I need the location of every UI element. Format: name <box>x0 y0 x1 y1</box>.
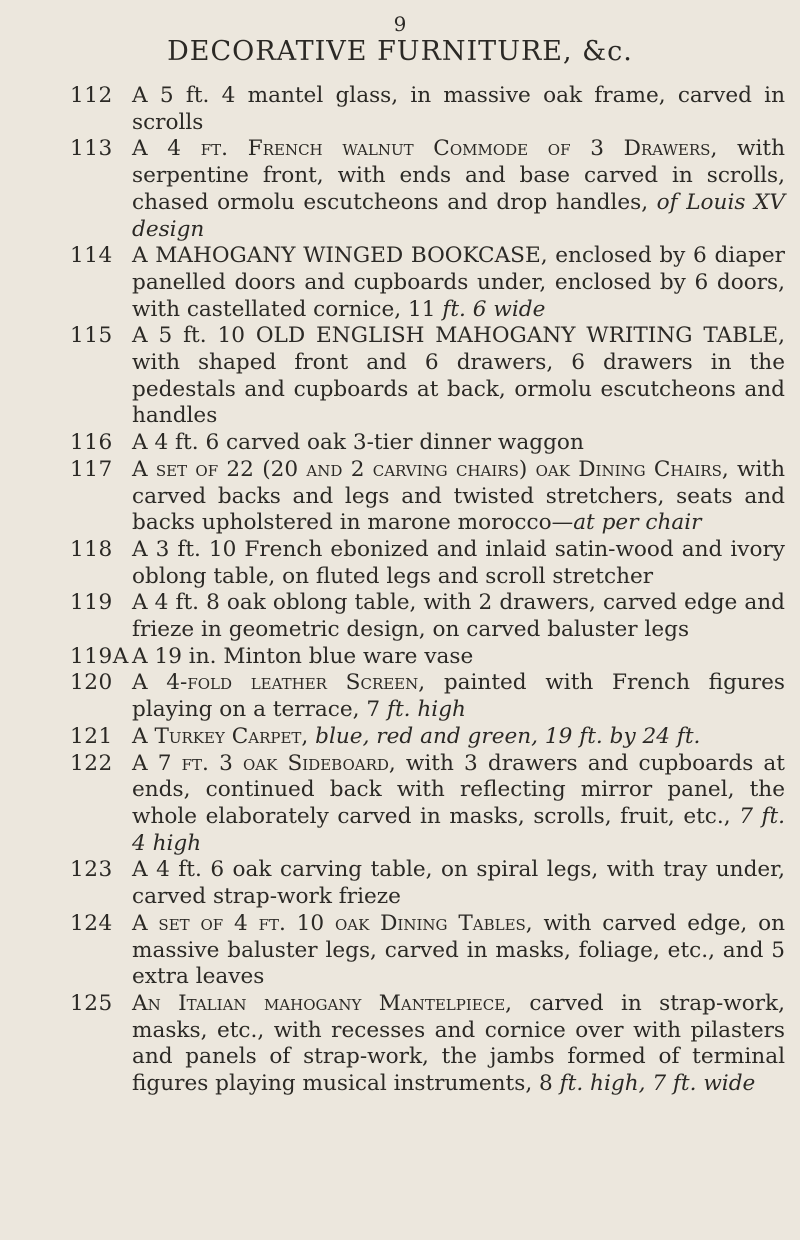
lot-description <box>132 243 785 323</box>
lot-entry <box>70 724 785 751</box>
lot-entry <box>70 911 785 991</box>
lot-italic-note: blue, red and green, 19 ft. by 24 ft. <box>315 723 701 749</box>
lot-description <box>132 136 785 243</box>
lot-entry <box>70 83 785 136</box>
lot-number: 118 <box>70 536 113 562</box>
lot-number: 116 <box>70 430 113 456</box>
lot-entry <box>70 991 785 1098</box>
lot-number: 123 <box>70 857 113 883</box>
lot-lead: A 7 ft. 3 oak Sideboard, <box>132 750 396 776</box>
section-heading: DECORATIVE FURNITURE, &c. <box>167 36 633 67</box>
lot-italic-note: ft. 6 wide <box>442 296 546 322</box>
lot-description <box>132 537 785 590</box>
lot-description <box>132 457 785 537</box>
lot-body: with 3 drawers and cupboards at ends, continued back with reflecting mirror panel, the whole elaborately carved in masks, scrolls, fruit, etc., <box>132 750 785 829</box>
lot-number: 119 <box>70 590 113 616</box>
lot-body: A 3 ft. 10 French ebonized and inlaid satin-wood and ivory oblong table, on fluted legs and scroll stretcher <box>132 536 785 589</box>
lot-description <box>132 724 785 751</box>
lot-number: 121 <box>70 723 113 749</box>
lot-body: A 4 ft. 6 oak carving table, on spiral legs, with tray under, carved strap-work frieze <box>132 857 785 910</box>
lot-number: 112 <box>70 83 113 108</box>
lot-number: 117 <box>70 456 113 482</box>
lot-italic-note: at per chair <box>573 510 702 536</box>
lot-body: with serpentine front, with ends and base carved in scrolls, chased ormolu escutcheons and drop handles, <box>132 136 785 215</box>
lot-body: A 5 ft. 4 mantel glass, in massive oak frame, carved in scrolls <box>132 83 785 135</box>
lot-entry <box>70 457 785 537</box>
lot-italic-note: ft. high <box>387 697 466 723</box>
lot-lead: A set of 22 (20 and 2 carving chairs) oak Dining Chairs, <box>132 456 729 482</box>
lot-body: A 4 ft. 6 carved oak 3-tier dinner waggon <box>132 430 584 456</box>
lot-list <box>70 83 785 1098</box>
lot-number: 119A <box>70 643 129 669</box>
lot-description <box>132 670 785 723</box>
lot-number: 125 <box>70 990 113 1016</box>
lot-italic-note: ft. high, 7 ft. wide <box>559 1071 756 1097</box>
lot-body: with carved backs and legs and twisted stretchers, seats and backs upholstered in marone morocco— <box>132 456 785 536</box>
lot-entry <box>70 644 785 671</box>
lot-number: 113 <box>70 136 113 162</box>
lot-number: 124 <box>70 910 113 936</box>
lot-number: 120 <box>70 670 113 696</box>
lot-entry <box>70 857 785 910</box>
lot-number: 115 <box>70 323 113 349</box>
lot-lead: A 4 ft. French walnut Commode of 3 Drawers, <box>132 136 718 162</box>
lot-body: A 4 ft. 8 oak oblong table, with 2 drawers, carved edge and frieze in geometric design, on carved baluster legs <box>132 590 785 643</box>
lot-entry <box>70 590 785 643</box>
lot-lead: An Italian mahogany Mantelpiece, <box>132 990 513 1016</box>
page-number: 9 <box>393 12 407 36</box>
lot-entry <box>70 136 785 243</box>
lot-entry <box>70 751 785 858</box>
lot-body: carved in strap-work, masks, etc., with recesses and cornice over with pilasters and panels of strap-work, the jambs formed of terminal figures playing musical instruments, 8 <box>132 990 785 1097</box>
lot-italic-note: of Louis XV design <box>132 189 785 242</box>
lot-italic-note: 7 ft. 4 high <box>132 803 786 856</box>
lot-body: A 5 ft. 10 OLD ENGLISH MAHOGANY WRITING TABLE, with shaped front and 6 drawers, 6 drawers in the pedestals and cupboards at back, ormolu escutcheons and handles <box>132 323 785 429</box>
lot-description <box>132 430 785 457</box>
lot-lead: A 4-fold leather Screen, <box>132 670 426 696</box>
lot-description <box>132 991 785 1098</box>
lot-entry <box>70 537 785 590</box>
lot-lead: A set of 4 ft. 10 oak Dining Tables, <box>132 910 533 936</box>
lot-body: A MAHOGANY WINGED BOOKCASE, enclosed by 6 diaper panelled doors and cupboards under, enclosed by 6 doors, with castellated cornice, 11 <box>132 243 785 322</box>
lot-number: 122 <box>70 750 113 776</box>
lot-description <box>132 751 785 858</box>
lot-body: with carved edge, on massive baluster legs, carved in masks, foliage, etc., and 5 extra leaves <box>132 910 785 990</box>
lot-description <box>132 911 785 991</box>
lot-entry <box>70 243 785 323</box>
lot-body: A 19 in. Minton blue ware vase <box>132 643 474 669</box>
lot-entry <box>70 670 785 723</box>
lot-entry <box>70 430 785 457</box>
lot-number: 114 <box>70 243 113 269</box>
lot-description <box>132 590 785 643</box>
lot-description <box>132 83 785 136</box>
lot-body: painted with French figures playing on a terrace, 7 <box>132 670 785 723</box>
lot-description <box>132 323 785 430</box>
lot-entry <box>70 323 785 430</box>
lot-description <box>132 644 785 671</box>
lot-lead: A Turkey Carpet, <box>132 723 309 749</box>
lot-description <box>132 857 785 910</box>
